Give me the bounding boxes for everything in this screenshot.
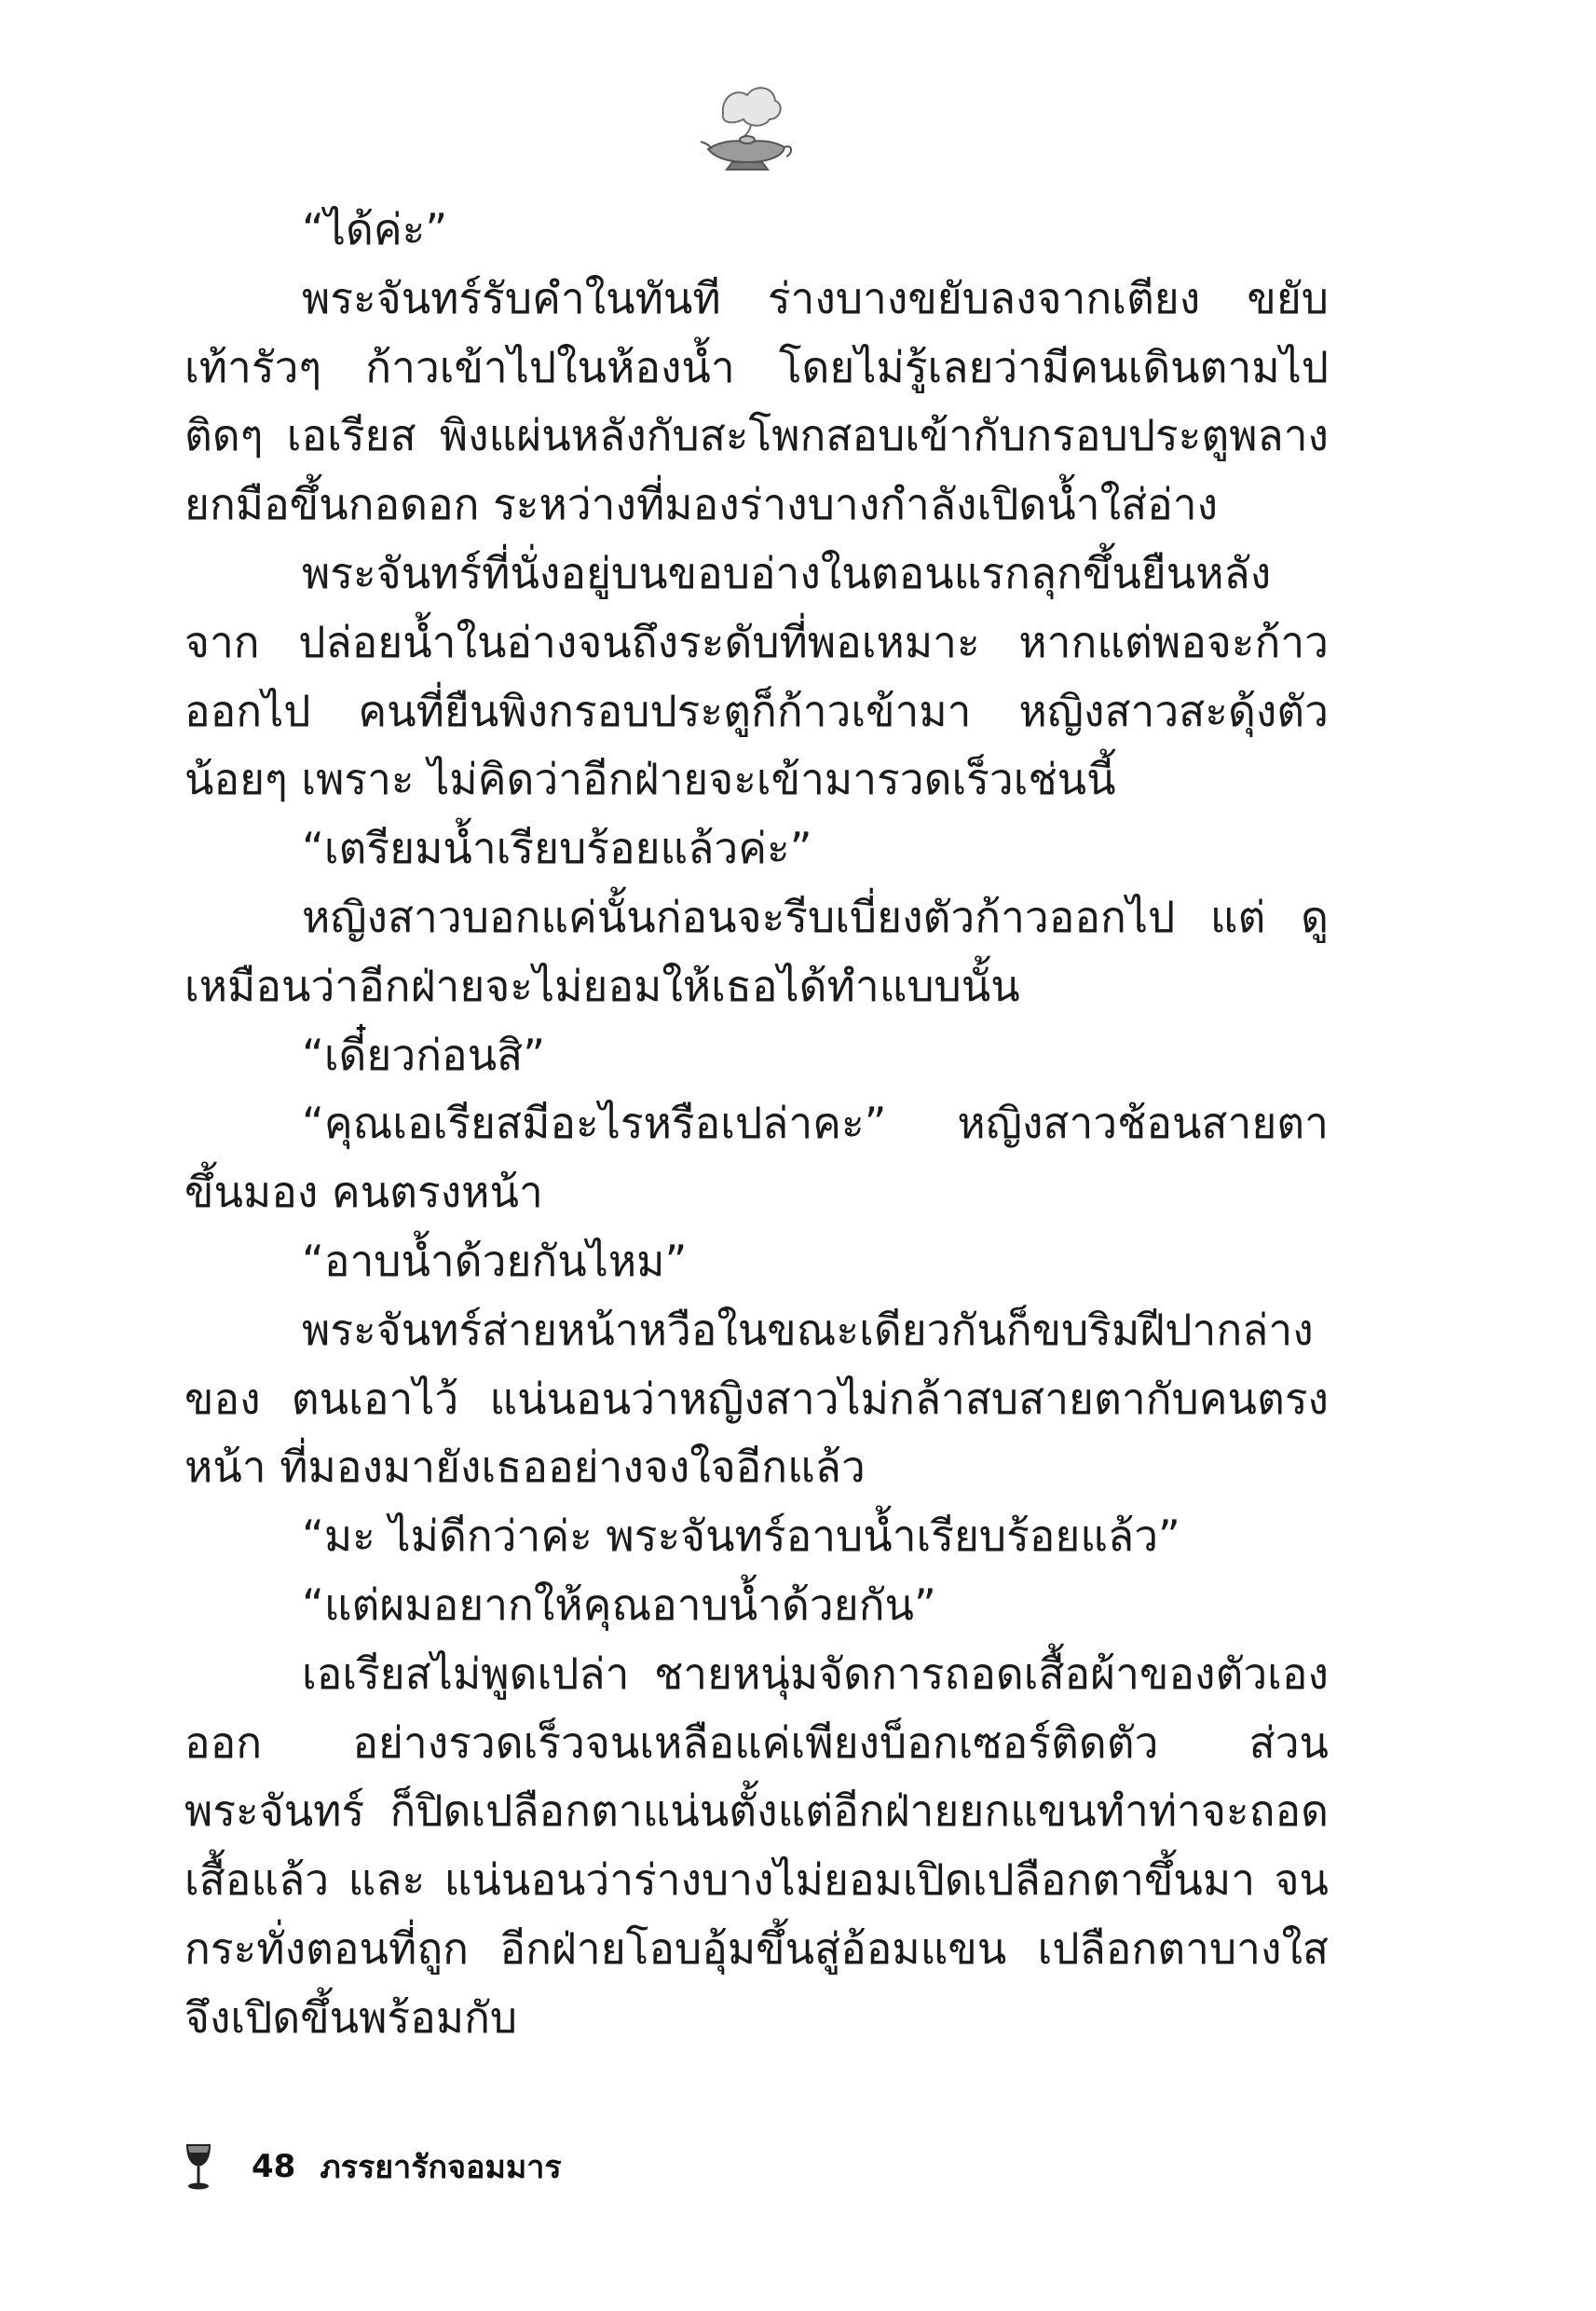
paragraph: พระจันทร์ที่นั่งอยู่บนขอบอ่างในตอนแรกลุกขึ้นยืนหลังจาก ปล่อยน้ำในอ่างจนถึงระดับที่พอเหมาะ หากแต่พอจะก้าวออกไป คนที่ยืนพิงกรอบประตูก็ก้าวเข้ามา หญิงสาวสะดุ้งตัวน้อยๆ เพราะ ไม่คิดว่าอีกฝ่ายจะเข้ามารวดเร็วเช่นนี้ [184,547,1329,805]
magic-lamp-icon [695,76,798,179]
paragraph: “ได้ค่ะ” [302,204,448,254]
wine-glass-icon [183,2142,214,2191]
story-text [184,196,1329,2053]
page-number: 48 [252,2148,296,2185]
paragraph: พระจันทร์ส่ายหน้าหวือในขณะเดียวกันก็ขบริมฝีปากล่างของ ตนเอาไว้ แน่นอนว่าหญิงสาวไม่กล้าสบสายตากับคนตรงหน้า ที่มองมายังเธออย่างจงใจอีกแล้ว [184,1304,1329,1493]
page-footer [183,2139,562,2195]
paragraph: หญิงสาวบอกแค่นั้นก่อนจะรีบเบี่ยงตัวก้าวออกไป แต่ ดูเหมือนว่าอีกฝ่ายจะไม่ยอมให้เธอได้ทำแบบนั้น [184,891,1329,1011]
paragraph: “เตรียมน้ำเรียบร้อยแล้วค่ะ” [302,823,812,874]
paragraph: “คุณเอเรียสมีอะไรหรือเปล่าคะ” หญิงสาวช้อนสายตาขึ้นมอง คนตรงหน้า [184,1098,1329,1218]
paragraph: “เดี๋ยวก่อนสิ” [302,1029,546,1080]
paragraph: พระจันทร์รับคำในทันที ร่างบางขยับลงจากเตียง ขยับเท้ารัวๆ ก้าวเข้าไปในห้องน้ำ โดยไม่รู้เลยว่ามีคนเดินตามไปติดๆ เอเรียส พิงแผ่นหลังกับสะโพกสอบเข้ากับกรอบประตูพลางยกมือขึ้นกอดอก ระหว่างที่มองร่างบางกำลังเปิดน้ำใส่อ่าง [184,272,1329,530]
paragraph: “อาบน้ำด้วยกันไหม” [302,1235,688,1286]
paragraph: “แต่ผมอยากให้คุณอาบน้ำด้วยกัน” [302,1579,936,1630]
paragraph: เอเรียสไม่พูดเปล่า ชายหนุ่มจัดการถอดเสื้อผ้าของตัวเองออก อย่างรวดเร็วจนเหลือแค่เพียงบ็อกเซอร์ติดตัว ส่วนพระจันทร์ ก็ปิดเปลือกตาแน่นตั้งแต่อีกฝ่ายยกแขนทำท่าจะถอดเสื้อแล้ว และ แน่นอนว่าร่างบางไม่ยอมเปิดเปลือกตาขึ้นมา จนกระทั่งตอนที่ถูก อีกฝ่ายโอบอุ้มขึ้นสู่อ้อมแขน เปลือกตาบางใสจึงเปิดขึ้นพร้อมกับ [184,1648,1329,2043]
book-title: ภรรยารักจอมมาร [320,2149,562,2186]
paragraph: “มะ ไม่ดีกว่าค่ะ พระจันทร์อาบน้ำเรียบร้อยแล้ว” [302,1511,1180,1562]
